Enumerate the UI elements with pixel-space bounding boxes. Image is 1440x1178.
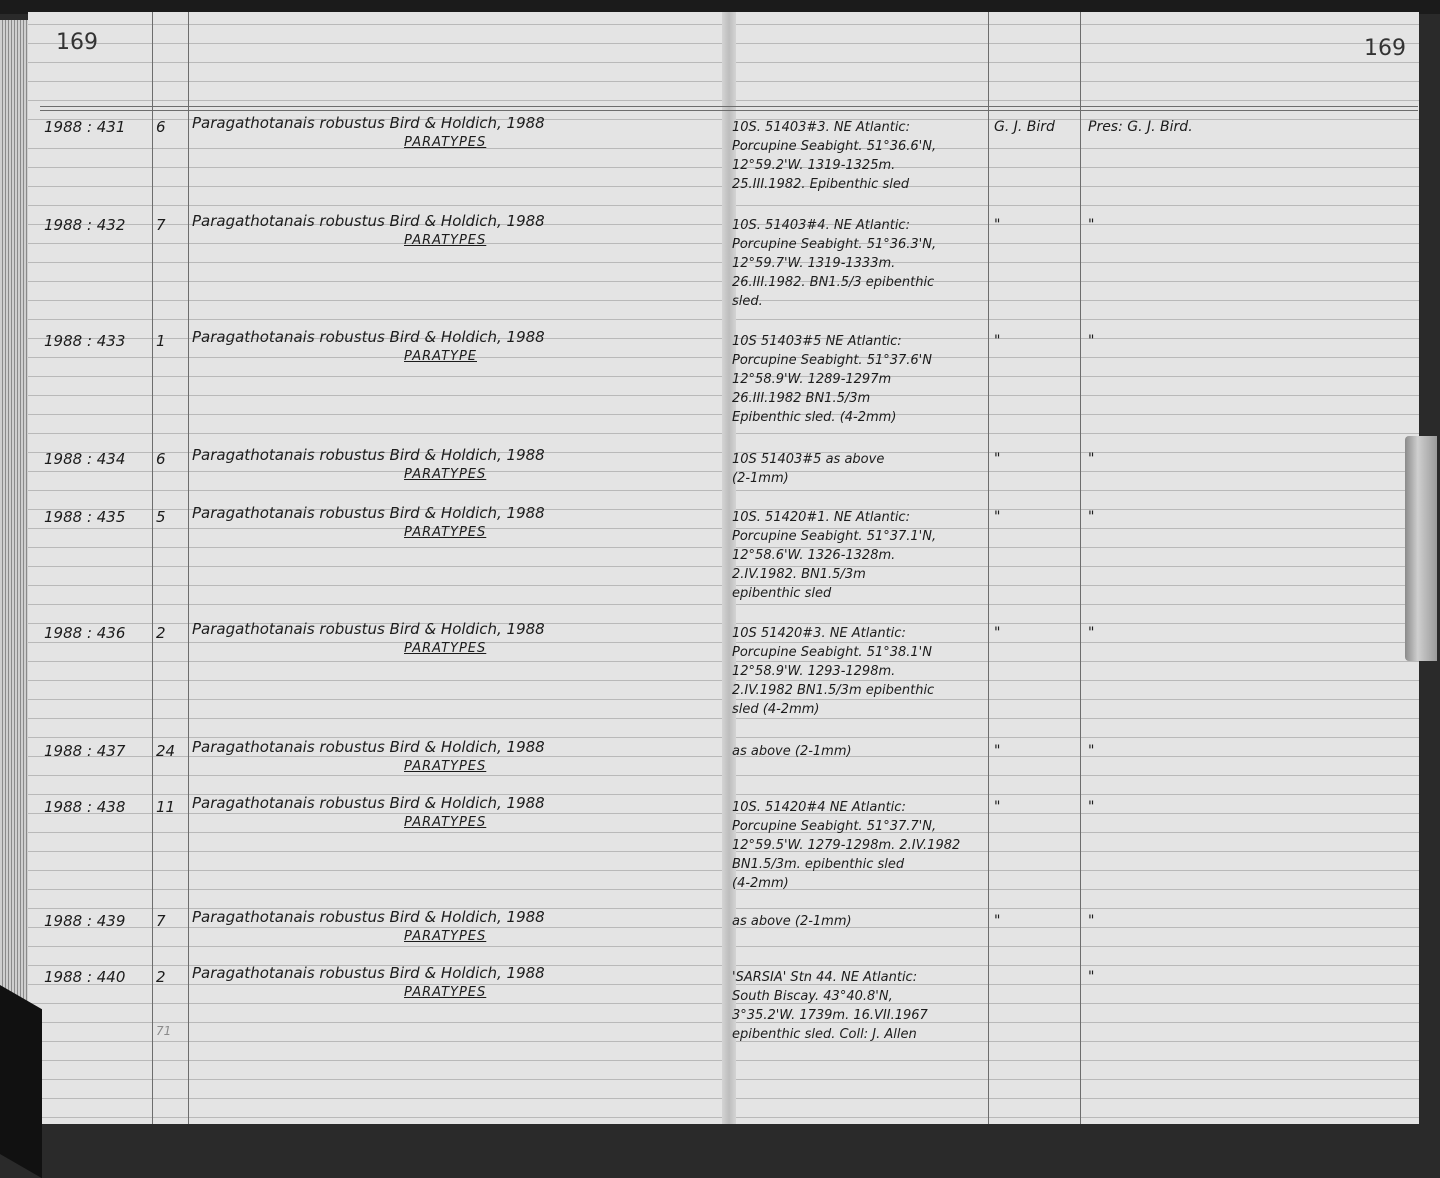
left-page-number: 169	[56, 30, 98, 55]
locality-line: 12°58.6'W. 1326-1328m.	[732, 548, 896, 563]
donor: "	[1088, 625, 1095, 641]
registration-number: 1988 : 437	[44, 742, 126, 760]
registration-number: 1988 : 436	[44, 624, 126, 642]
locality-line: 'SARSIA' Stn 44. NE Atlantic:	[732, 970, 918, 985]
locality-line: 10S. 51420#1. NE Atlantic:	[732, 510, 910, 525]
type-status: PARATYPES	[404, 929, 487, 944]
book-weight	[0, 985, 42, 1178]
column-rule-locality	[988, 12, 989, 1124]
locality-line: 2.IV.1982 BN1.5/3m epibenthic	[732, 683, 935, 698]
locality-details	[732, 742, 852, 761]
column-rule-collector	[1080, 12, 1081, 1124]
locality-line: epibenthic sled	[732, 586, 832, 601]
species-name: Paragathotanais robustus Bird & Holdich, 1988	[192, 794, 545, 812]
locality-line: Porcupine Seabight. 51°37.6'N	[732, 353, 932, 368]
locality-line: 12°59.7'W. 1319-1333m.	[732, 256, 896, 271]
locality-line: 3°35.2'W. 1739m. 16.VII.1967	[732, 1008, 928, 1023]
registration-number: 1988 : 440	[44, 968, 126, 986]
species-name: Paragathotanais robustus Bird & Holdich, 1988	[192, 328, 545, 346]
donor: "	[1088, 743, 1095, 759]
header-rule-double	[40, 110, 1418, 111]
registration-number: 1988 : 432	[44, 216, 126, 234]
specimen-count: 2	[156, 968, 166, 986]
locality-line: 12°59.2'W. 1319-1325m.	[732, 158, 896, 173]
registration-number: 1988 : 435	[44, 508, 126, 526]
page-edges	[0, 20, 30, 1130]
registration-number: 1988 : 433	[44, 332, 126, 350]
type-status: PARATYPES	[404, 525, 487, 540]
specimen-count: 2	[156, 624, 166, 642]
locality-line: 26.III.1982. BN1.5/3 epibenthic	[732, 275, 935, 290]
type-status: PARATYPES	[404, 467, 487, 482]
locality-line: 12°58.9'W. 1289-1297m	[732, 372, 892, 387]
species-name: Paragathotanais robustus Bird & Holdich, 1988	[192, 446, 545, 464]
species-name: Paragathotanais robustus Bird & Holdich, 1988	[192, 212, 545, 230]
specimen-count: 6	[156, 118, 166, 136]
collector: "	[994, 799, 1001, 815]
locality-line: 10S. 51420#4 NE Atlantic:	[732, 800, 906, 815]
locality-line: (4-2mm)	[732, 876, 789, 891]
specimen-count: 7	[156, 912, 166, 930]
species-name: Paragathotanais robustus Bird & Holdich, 1988	[192, 114, 545, 132]
specimen-count: 11	[156, 798, 176, 816]
species-name: Paragathotanais robustus Bird & Holdich, 1988	[192, 964, 545, 982]
page-tab	[1405, 436, 1437, 661]
species-name: Paragathotanais robustus Bird & Holdich, 1988	[192, 908, 545, 926]
specimen-count: 1	[156, 332, 166, 350]
locality-line: (2-1mm)	[732, 471, 789, 486]
donor: "	[1088, 333, 1095, 349]
locality-line: BN1.5/3m. epibenthic sled	[732, 857, 905, 872]
type-status: PARATYPES	[404, 815, 487, 830]
locality-details	[732, 216, 936, 311]
locality-line: Porcupine Seabight. 51°36.3'N,	[732, 237, 937, 252]
locality-details	[732, 118, 936, 194]
locality-line: as above (2-1mm)	[732, 914, 852, 929]
registration-number: 1988 : 439	[44, 912, 126, 930]
specimen-count: 7	[156, 216, 166, 234]
donor: "	[1088, 509, 1095, 525]
type-status: PARATYPES	[404, 759, 487, 774]
collector: "	[994, 743, 1001, 759]
locality-line: 10S. 51403#3. NE Atlantic:	[732, 120, 910, 135]
specimen-count: 5	[156, 508, 166, 526]
donor: "	[1088, 913, 1095, 929]
locality-line: 12°59.5'W. 1279-1298m. 2.IV.1982	[732, 838, 961, 853]
locality-line: South Biscay. 43°40.8'N,	[732, 989, 893, 1004]
right-page-number: 169	[1364, 36, 1406, 61]
locality-line: 10S 51420#3. NE Atlantic:	[732, 626, 906, 641]
locality-details	[732, 332, 932, 427]
collector: "	[994, 451, 1001, 467]
specimen-count: 6	[156, 450, 166, 468]
locality-line: sled.	[732, 294, 763, 309]
locality-line: 26.III.1982 BN1.5/3m	[732, 391, 871, 406]
column-rule-reg	[152, 12, 153, 1124]
donor: "	[1088, 451, 1095, 467]
type-status: PARATYPES	[404, 233, 487, 248]
registration-number: 1988 : 438	[44, 798, 126, 816]
locality-line: Porcupine Seabight. 51°37.7'N,	[732, 819, 937, 834]
collector: G. J. Bird	[994, 119, 1055, 135]
species-name: Paragathotanais robustus Bird & Holdich, 1988	[192, 738, 545, 756]
column-rule-count	[188, 12, 189, 1124]
type-status: PARATYPE	[404, 349, 477, 364]
locality-line: Porcupine Seabight. 51°38.1'N	[732, 645, 932, 660]
collector: "	[994, 509, 1001, 525]
type-status: PARATYPES	[404, 641, 487, 656]
donor: "	[1088, 217, 1095, 233]
specimen-count: 24	[156, 742, 176, 760]
species-name: Paragathotanais robustus Bird & Holdich, 1988	[192, 620, 545, 638]
locality-details	[732, 450, 884, 488]
locality-line: 10S. 51403#4. NE Atlantic:	[732, 218, 910, 233]
species-name: Paragathotanais robustus Bird & Holdich, 1988	[192, 504, 545, 522]
donor: Pres: G. J. Bird.	[1088, 119, 1193, 135]
registration-number: 1988 : 434	[44, 450, 126, 468]
locality-details	[732, 968, 928, 1044]
collector: "	[994, 913, 1001, 929]
locality-line: Epibenthic sled. (4-2mm)	[732, 410, 897, 425]
left-page	[28, 12, 729, 1124]
locality-line: Porcupine Seabight. 51°37.1'N,	[732, 529, 937, 544]
locality-details	[732, 798, 960, 893]
type-status: PARATYPES	[404, 985, 487, 1000]
donor: "	[1088, 969, 1095, 985]
locality-line: 10S 51403#5 NE Atlantic:	[732, 334, 902, 349]
type-status: PARATYPES	[404, 135, 487, 150]
locality-line: sled (4-2mm)	[732, 702, 820, 717]
collector: "	[994, 625, 1001, 641]
locality-line: 2.IV.1982. BN1.5/3m	[732, 567, 866, 582]
locality-details	[732, 912, 852, 931]
locality-line: epibenthic sled. Coll: J. Allen	[732, 1027, 917, 1042]
locality-details	[732, 624, 934, 719]
locality-line: 10S 51403#5 as above	[732, 452, 885, 467]
collector: "	[994, 333, 1001, 349]
locality-line: Porcupine Seabight. 51°36.6'N,	[732, 139, 937, 154]
total-note: 71	[156, 1024, 172, 1038]
collector: "	[994, 217, 1001, 233]
locality-line: 12°58.9'W. 1293-1298m.	[732, 664, 896, 679]
donor: "	[1088, 799, 1095, 815]
header-rule	[40, 106, 1418, 107]
locality-line: as above (2-1mm)	[732, 744, 852, 759]
registration-number: 1988 : 431	[44, 118, 126, 136]
locality-line: 25.III.1982. Epibenthic sled	[732, 177, 910, 192]
locality-details	[732, 508, 936, 603]
